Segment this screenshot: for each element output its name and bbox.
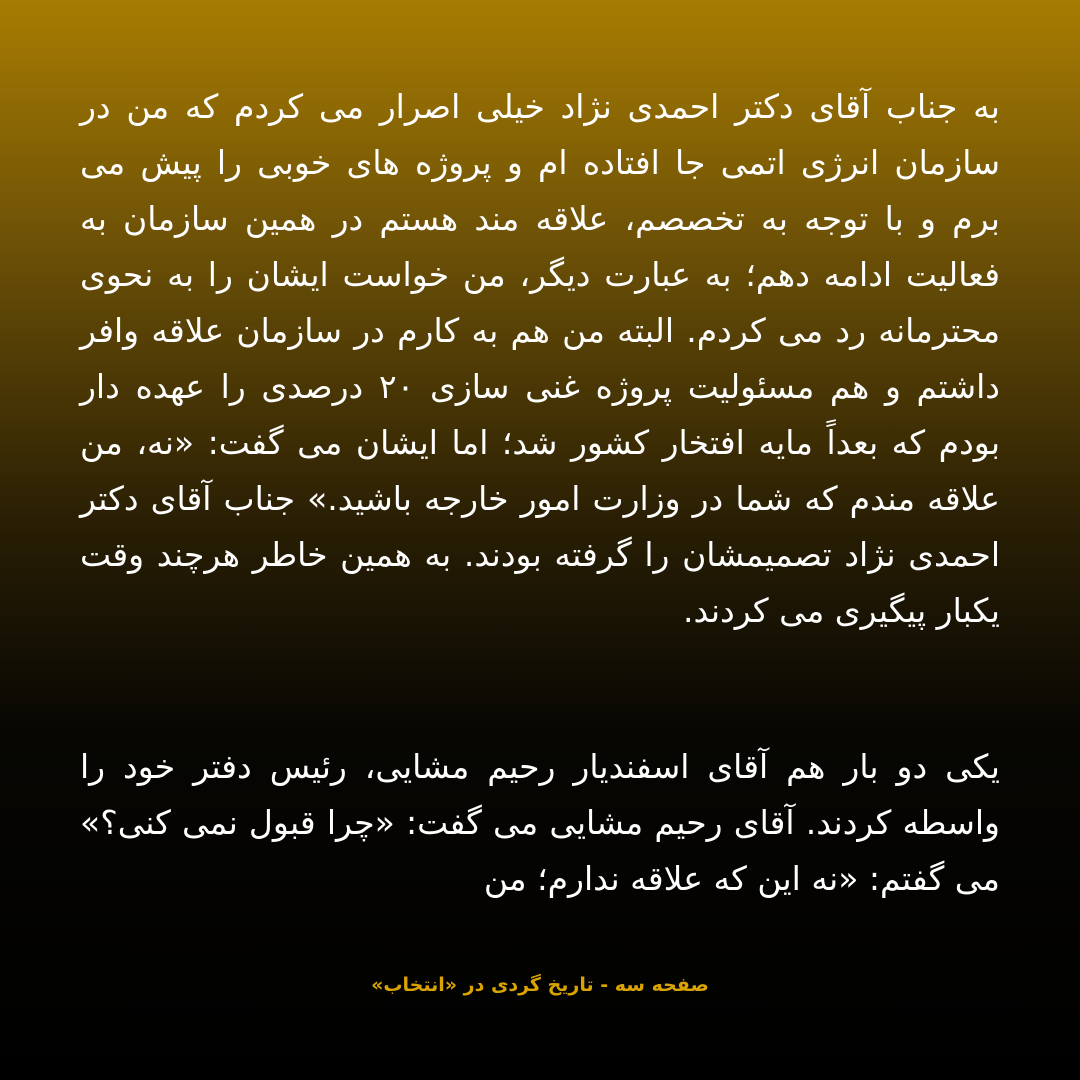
article-paragraph: به جناب آقای دکتر احمدی نژاد خیلی اصرار می کردم که من در سازمان انرژی اتمی جا افتاده ام و پروژه های خوبی را پیش می برم و با توجه به تخصصم، علاقه مند هستم در همین سازمان به فعالیت ادامه دهم؛ به عبارت دیگر، من خواست ایشان را به نحوی محترمانه رد می کردم. البته من هم به کارم در سازمان علاقه وافر داشتم و هم مسئولیت پروژه غنی سازی ۲۰ درصدی را عهده دار بودم که بعداً مایه افتخار کشور شد؛ اما ایشان می گفت: «نه، من علاقه مندم که شما در وزارت امور خارجه باشید.» جناب آقای دکتر احمدی نژاد تصمیمشان را گرفته بودند. به همین خاطر هرچند وقت یکبار پیگیری می کردند. bbox=[80, 87, 1000, 630]
page-footer-credit: صفحه سه - تاریخ گردی در «انتخاب» bbox=[371, 974, 709, 996]
article-paragraph-continued: یکی دو بار هم آقای اسفندیار رحیم مشایی، رئیس دفتر خود را واسطه کردند. آقای رحیم مشایی می گفت: «چرا قبول نمی کنی؟» می گفتم: «نه این که علاقه ندارم؛ من bbox=[80, 747, 1000, 898]
